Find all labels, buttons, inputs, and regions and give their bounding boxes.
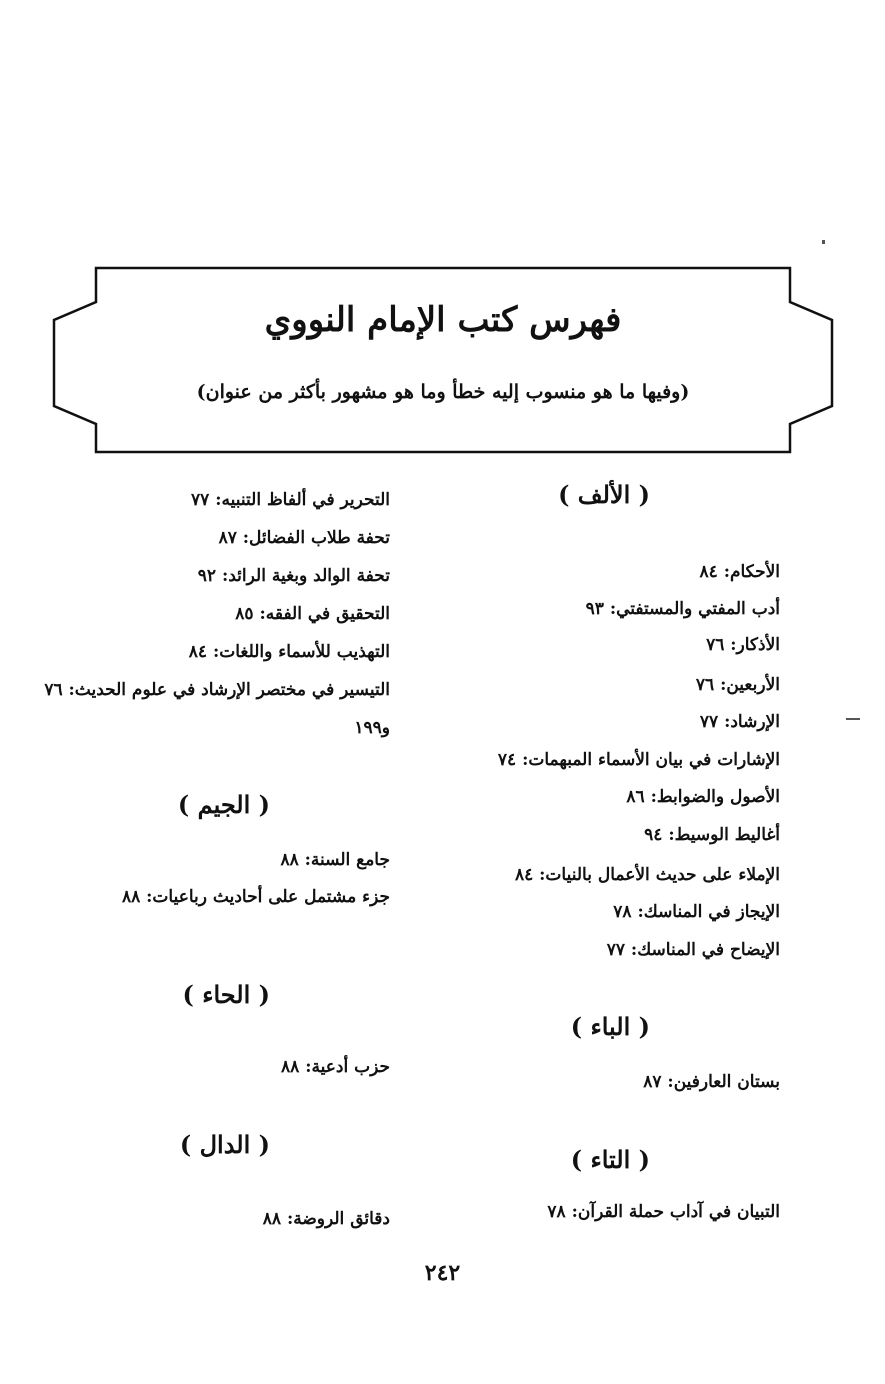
index-entry: التيسير في مختصر الإرشاد في علوم الحديث: ٧٦ [44, 680, 390, 700]
index-subtitle: (وفيها ما هو منسوب إليه خطأ وما هو مشهور بأكثر من عنوان) [196, 381, 690, 403]
title-frame [48, 262, 838, 458]
index-entry: تحفة الوالد وبغية الرائد: ٩٢ [197, 566, 390, 586]
index-entry: الإشارات في بيان الأسماء المبهمات: ٧٤ [497, 750, 780, 770]
index-entry: دقائق الروضة: ٨٨ [262, 1209, 390, 1229]
index-entry: التحقيق في الفقه: ٨٥ [235, 604, 390, 624]
index-entry: حزب أدعية: ٨٨ [281, 1057, 390, 1077]
section-heading-ha: ( الحاء ) [182, 980, 270, 1009]
index-entry: و١٩٩ [354, 718, 390, 738]
index-entry: أغاليط الوسيط: ٩٤ [644, 825, 780, 845]
index-entry: أدب المفتي والمستفتي: ٩٣ [585, 599, 780, 619]
index-entry: الأربعين: ٧٦ [695, 675, 780, 695]
index-entry: الإيضاح في المناسك: ٧٧ [606, 940, 780, 960]
scan-speck [846, 718, 860, 720]
index-entry: التحرير في ألفاظ التنبيه: ٧٧ [191, 490, 390, 510]
section-heading-alif: ( الألف ) [558, 480, 650, 509]
index-entry: التبيان في آداب حملة القرآن: ٧٨ [547, 1202, 780, 1222]
index-title: فهرس كتب الإمام النووي [264, 300, 622, 340]
section-heading-dal: ( الدال ) [179, 1130, 270, 1159]
index-entry: التهذيب للأسماء واللغات: ٨٤ [188, 642, 390, 662]
index-entry: بستان العارفين: ٨٧ [643, 1072, 780, 1092]
index-entry: الأصول والضوابط: ٨٦ [626, 787, 780, 807]
section-heading-jim: ( الجيم ) [177, 790, 270, 819]
index-entry: جامع السنة: ٨٨ [280, 850, 390, 870]
scan-speck [822, 240, 825, 244]
section-heading-ba: ( الباء ) [570, 1012, 650, 1041]
index-entry: تحفة طلاب الفضائل: ٨٧ [218, 528, 390, 548]
index-entry: الأحكام: ٨٤ [699, 562, 780, 582]
index-entry: الأذكار: ٧٦ [706, 635, 780, 655]
page-number: ٢٤٢ [424, 1260, 461, 1286]
index-entry: الإملاء على حديث الأعمال بالنيات: ٨٤ [514, 865, 780, 885]
section-heading-ta: ( التاء ) [570, 1145, 650, 1174]
index-entry: الإيجاز في المناسك: ٧٨ [613, 902, 780, 922]
index-entry: الإرشاد: ٧٧ [699, 712, 780, 732]
frame-outline [54, 268, 832, 452]
index-entry: جزء مشتمل على أحاديث رباعيات: ٨٨ [121, 887, 390, 907]
